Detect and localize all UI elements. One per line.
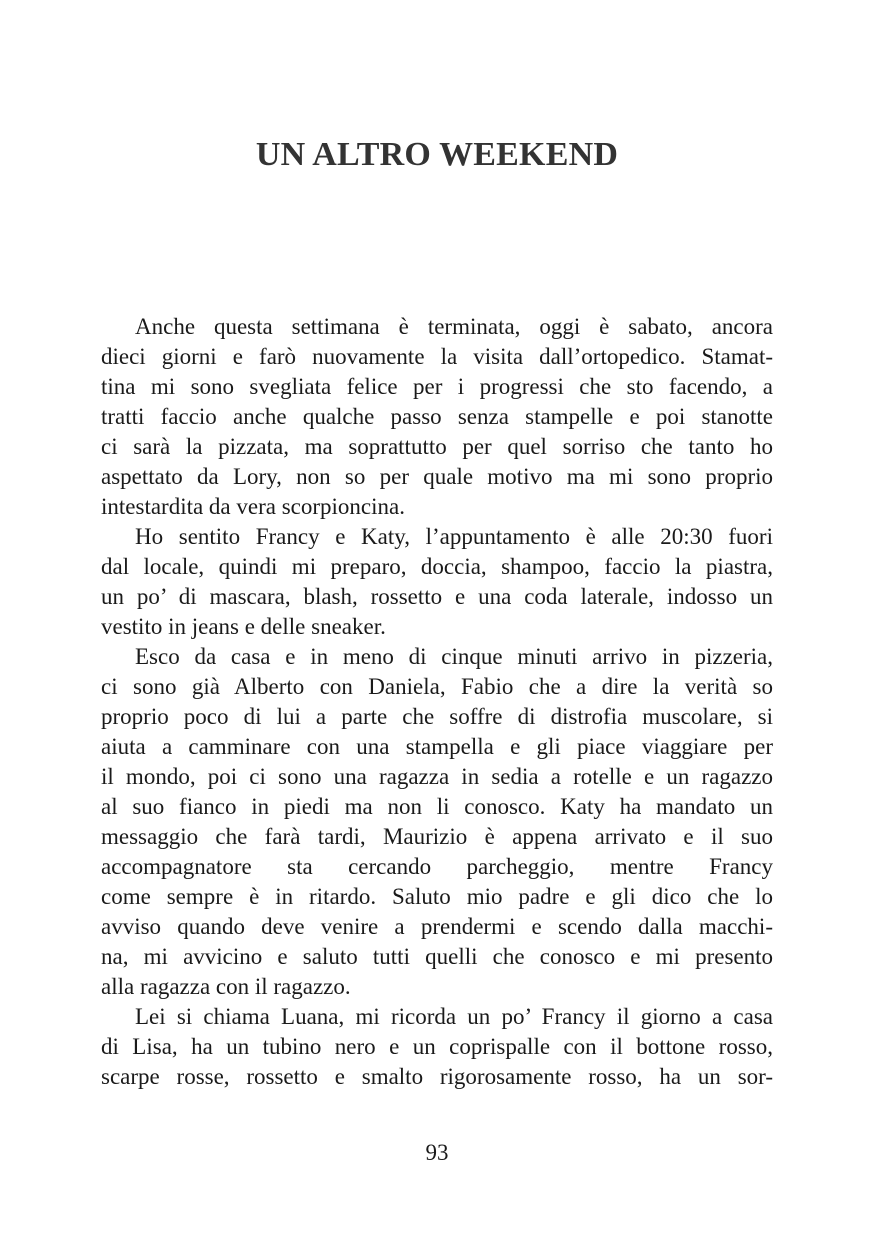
text-line: ci sono già Alberto con Daniela, Fabio che a dire la verità so: [101, 674, 773, 699]
text-line: aspettato da Lory, non so per quale motivo ma mi sono proprio: [101, 464, 773, 489]
text-line: Esco da casa e in meno di cinque minuti arrivo in pizzeria,: [135, 644, 773, 669]
text-line: Ho sentito Francy e Katy, l’appuntamento è alle 20:30 fuori: [135, 524, 773, 549]
text-line: dieci giorni e farò nuovamente la visita dall’ortopedico. Stamat-: [101, 344, 773, 369]
text-line: Lei si chiama Luana, mi ricorda un po’ Francy il giorno a casa: [135, 1004, 773, 1029]
text-line: dal locale, quindi mi preparo, doccia, shampoo, faccio la piastra,: [101, 554, 773, 579]
page-number: 93: [425, 1140, 449, 1165]
text-line: vestito in jeans e delle sneaker.: [101, 614, 386, 639]
text-line: na, mi avvicino e saluto tutti quelli che conosco e mi presento: [101, 944, 773, 969]
text-line: al suo fianco in piedi ma non li conosco. Katy ha mandato un: [101, 794, 773, 819]
text-line: il mondo, poi ci sono una ragazza in sedia a rotelle e un ragazzo: [101, 764, 773, 789]
text-line: un po’ di mascara, blash, rossetto e una coda laterale, indosso un: [101, 584, 773, 609]
text-line: avviso quando deve venire a prendermi e scendo dalla macchi-: [101, 914, 773, 939]
text-line: come sempre è in ritardo. Saluto mio padre e gli dico che lo: [101, 884, 773, 909]
text-line: tina mi sono svegliata felice per i progressi che sto facendo, a: [101, 374, 773, 399]
text-line: intestardita da vera scorpioncina.: [101, 494, 405, 519]
text-line: messaggio che farà tardi, Maurizio è appena arrivato e il suo: [101, 824, 773, 849]
body-text: [101, 312, 773, 1092]
chapter-title: UN ALTRO WEEKEND: [255, 136, 619, 173]
text-line: accompagnatore sta cercando parcheggio, mentre Francy: [101, 854, 773, 879]
paragraph: [101, 522, 773, 642]
text-line: ci sarà la pizzata, ma soprattutto per quel sorriso che tanto ho: [101, 434, 773, 459]
text-line: scarpe rosse, rossetto e smalto rigorosamente rosso, ha un sor-: [101, 1064, 773, 1089]
paragraph: [101, 312, 773, 522]
text-line: alla ragazza con il ragazzo.: [101, 974, 351, 999]
text-line: di Lisa, ha un tubino nero e un coprispalle con il bottone rosso,: [101, 1034, 773, 1059]
text-line: Anche questa settimana è terminata, oggi è sabato, ancora: [135, 314, 773, 339]
text-line: tratti faccio anche qualche passo senza stampelle e poi stanotte: [101, 404, 773, 429]
paragraph: [101, 642, 773, 1002]
text-line: aiuta a camminare con una stampella e gli piace viaggiare per: [101, 734, 773, 759]
text-line: proprio poco di lui a parte che soffre di distrofia muscolare, si: [101, 704, 773, 729]
paragraph: [101, 1002, 773, 1092]
